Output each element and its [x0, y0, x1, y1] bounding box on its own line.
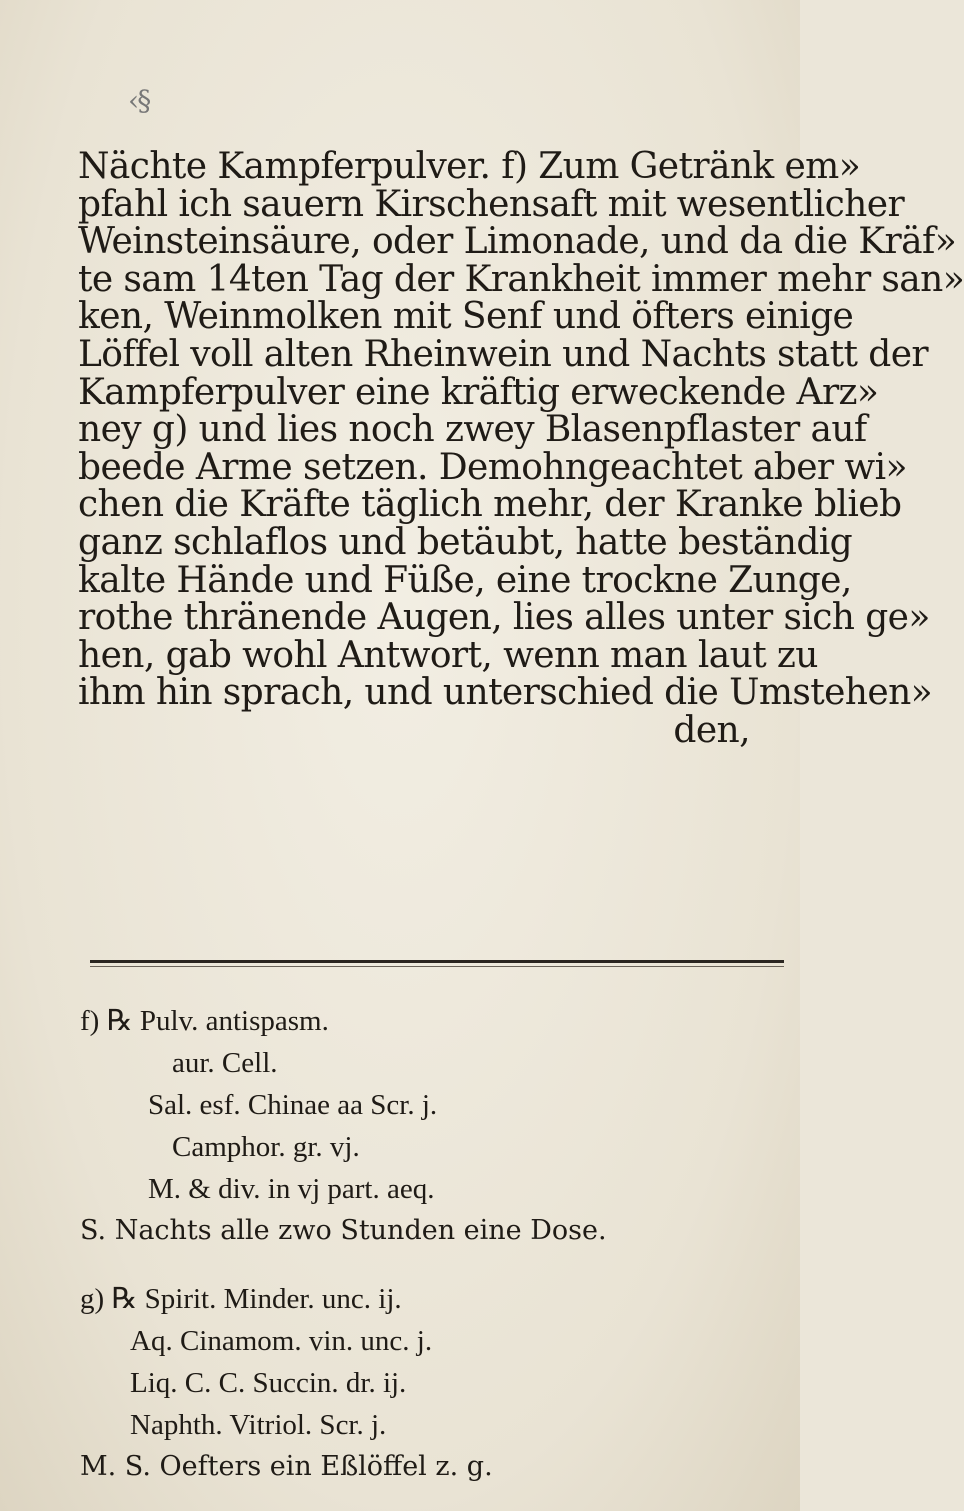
footnote-divider	[90, 960, 784, 963]
body-line-catchword: den,	[673, 709, 750, 751]
footnote-gap	[80, 1252, 740, 1278]
footnotes	[80, 1000, 740, 1488]
body-line: ganz schlaflos und betäubt, hatte beständig	[78, 521, 853, 563]
body-line: te sam 14ten Tag der Krankheit immer mehr san»	[78, 258, 964, 300]
body-line: kalte Hände und Füße, eine trockne Zunge,	[78, 559, 852, 601]
body-line: pfahl ich sauern Kirschensaft mit wesentlicher	[78, 183, 905, 225]
body-line: Löffel voll alten Rheinwein und Nachts statt der	[78, 333, 929, 375]
footnote-f-line: Camphor. gr. vj.	[172, 1131, 360, 1163]
body-text	[78, 146, 964, 751]
body-line: beede Arme setzen. Demohngeachtet aber wi»	[78, 446, 907, 488]
footnote-f-line: aur. Cell.	[172, 1047, 278, 1079]
footnote-g-signa: M. S. Oefters ein Eßlöffel z. g.	[80, 1451, 493, 1482]
footnote-f-signa: S. Nachts alle zwo Stunden eine Dose.	[80, 1215, 607, 1246]
footnote-g-heading: g) ℞ Spirit. Minder. unc. ij.	[80, 1283, 402, 1315]
footnote-g-line: Aq. Cinamom. vin. unc. j.	[130, 1325, 433, 1357]
body-line: Kampferpulver eine kräftig erweckende Arz»	[78, 371, 879, 413]
body-line: ney g) und lies noch zwey Blasenpflaster auf	[78, 409, 867, 451]
body-line: ihm hin sprach, und unterschied die Umstehen»	[78, 672, 933, 714]
footnote-g-line: Naphth. Vitriol. Scr. j.	[130, 1409, 387, 1441]
footnote-f-heading: f) ℞ Pulv. antispasm.	[80, 1005, 329, 1037]
body-line: Weinsteinsäure, oder Limonade, und da die Kräf»	[78, 221, 957, 263]
body-line: rothe thränende Augen, lies alles unter sich ge»	[78, 597, 930, 639]
page-mark: ‹§	[128, 84, 150, 117]
footnote-divider-thin	[90, 966, 784, 967]
footnote-g-line: Liq. C. C. Succin. dr. ij.	[130, 1367, 407, 1399]
footnote-f-line: M. & div. in vj part. aeq.	[148, 1173, 435, 1205]
body-line: chen die Kräfte täglich mehr, der Kranke blieb	[78, 484, 902, 526]
body-line: Nächte Kampferpulver. f) Zum Getränk em»	[78, 146, 861, 187]
body-line: ken, Weinmolken mit Senf und öfters einige	[78, 296, 854, 338]
footnote-f-line: Sal. esf. Chinae aa Scr. j.	[148, 1089, 438, 1121]
body-line: hen, gab wohl Antwort, wenn man laut zu	[78, 634, 818, 676]
